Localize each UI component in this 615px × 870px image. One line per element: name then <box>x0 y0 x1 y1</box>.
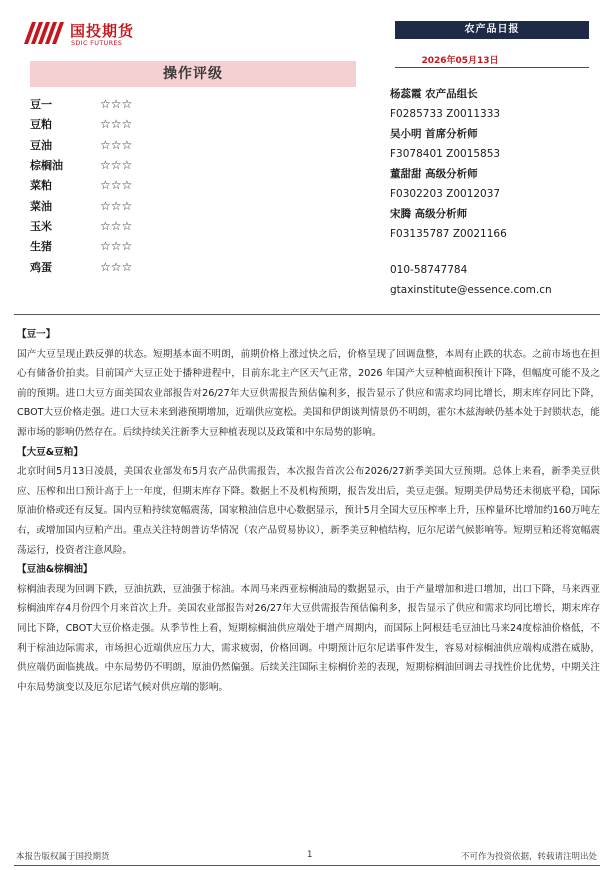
analyst-cert: F3078401 Z0015853 <box>390 148 501 160</box>
rating-stars: ☆☆☆ <box>100 218 133 233</box>
rating-stars: ☆☆☆ <box>100 198 133 213</box>
rating-stars: ☆☆☆ <box>100 178 133 193</box>
contact-phone: 010-58747784 <box>390 264 468 276</box>
rating-name: 鸡蛋 <box>30 260 52 274</box>
section-divider <box>14 314 600 315</box>
analyst-cert: F0285733 Z0011333 <box>390 108 501 120</box>
footer-copyright: 本报告版权属于国投期货 <box>16 852 110 862</box>
page-number: 1 <box>307 850 313 860</box>
rating-stars: ☆☆☆ <box>100 259 133 274</box>
rating-heading: 操作评级 <box>30 61 356 87</box>
analyst-name: 宋腾 高级分析师 <box>390 208 468 220</box>
section-paragraph: 棕榈油表现为回调下跌，豆油抗跌，豆油强于棕油。本周马来西亚棕榈油局的数据显示，由于产量增加和进口增加，出口下降，马来西亚棕榈油库存4月份四个月来首次上升。美国农业部报告对26/27年大豆供需报告预估偏利多，报告显示了供应和需求均同比增长，期末库存同比下降，CBOT大豆价格走强。从季节性上看，短期棕榈油供应端处于增产周期内，而国际上阿根廷毛豆油比马来24度棕油价格低，不利于棕油边际需求，市场担心近端供应压力大，需求疲弱，价格回调。中期预计厄尔尼诺事件发生，容易对棕榈油供应端构成潜在威胁，供应端仍面临挑战。中东局势仍不明朗，原油仍然偏强。后续关注国际主棕榈价差的表现，短期棕榈油回调去寻找性价比优势，中期关注中东局势演变以及厄尔尼诺气候对供应端的影响。 <box>17 583 600 693</box>
section-paragraph: 北京时间5月13日凌晨，美国农业部发布5月农产品供需报告，本次报告首次公布2026/27新季美国大豆预期。总体上来看，新季美豆供应、压榨和出口预计高于上一年度，但期末库存下降。数据上不及机构预期，报告发出后，美豆走强。短期美伊局势还未彻底平稳，国际原油价格或还有反复。国内豆粕持续宽幅震荡，国家粮油信息中心数据显示，预计5月全国大豆压榨率上升，压榨量环比增加约160万吨左右，或增加国内豆粕产出。重点关注特朗普访华情况（农产品贸易协议），新季美豆种植结构，厄尔尼诺气候影响等。短期豆粕还将宽幅震荡运行，投资者注意风险。 <box>17 466 600 556</box>
footer-line <box>14 865 600 866</box>
rating-name: 生猪 <box>30 240 52 254</box>
rating-stars: ☆☆☆ <box>100 137 133 152</box>
analyst-contacts <box>390 84 600 244</box>
company-name-cn: 国投期货 <box>70 22 135 40</box>
rating-stars: ☆☆☆ <box>100 239 133 254</box>
rating-name: 豆油 <box>30 138 52 152</box>
company-logo <box>22 18 152 48</box>
rating-name: 棕榈油 <box>30 159 63 173</box>
report-body <box>17 325 600 697</box>
rating-row <box>30 94 230 114</box>
report-date: 2026年05月13日 <box>421 56 499 66</box>
rating-row <box>30 195 230 215</box>
rating-row <box>30 135 230 155</box>
section-heading: 【豆一】 <box>17 329 56 340</box>
rating-row <box>30 114 230 134</box>
company-name-en: SDIC FUTURES <box>71 39 123 47</box>
rating-list <box>30 94 230 277</box>
logo-stripes-icon <box>22 20 64 44</box>
rating-row <box>30 236 230 256</box>
analyst-cert: F0302203 Z0012037 <box>390 188 501 200</box>
report-title: 农产品日报 <box>395 21 589 39</box>
rating-name: 玉米 <box>30 219 52 233</box>
date-underline <box>395 67 589 68</box>
rating-stars: ☆☆☆ <box>100 158 133 173</box>
rating-name: 菜油 <box>30 199 52 213</box>
analyst-cert: F03135787 Z0021166 <box>390 228 507 240</box>
rating-row <box>30 256 230 276</box>
rating-name: 豆一 <box>30 98 52 112</box>
rating-name: 豆粕 <box>30 118 52 132</box>
contact-email-link[interactable]: gtaxinstitute@essence.com.cn <box>390 284 552 296</box>
footer-disclaimer: 不可作为投资依据，转载请注明出处 <box>460 852 597 862</box>
section-heading: 【大豆&豆粕】 <box>17 446 83 458</box>
rating-stars: ☆☆☆ <box>100 97 133 112</box>
rating-row <box>30 216 230 236</box>
rating-name: 菜粕 <box>30 179 52 193</box>
section-paragraph: 国产大豆呈现止跌反弹的状态。短期基本面不明朗，前期价格上涨过快之后，价格呈现了回调盘整，本周有止跌的状态。之前市场也在担心有储备价拍卖。目前国产大豆正处于播种进程中，目前东北主产区天气正常，2026 年国产大豆种植面积预计下降，但幅度可能不及之前的预期。进口大豆方面美国农业部报告对26/27年大豆供需报告预估偏利多，报告显示了供应和需求均同比增长，期末库存同比下降，CBOT大豆价格走强。进口大豆未来到港预期增加，近端供应宽松。美国和伊朗谈判情景仍不明朗，霍尔木兹海峡仍基本处于封锁状态，能源市场的影响仍然存在。后续持续关注新季大豆种植表现以及政策和中东局势的影响。 <box>17 348 600 438</box>
rating-stars: ☆☆☆ <box>100 117 133 132</box>
analyst-name: 吴小明 首席分析师 <box>390 128 478 140</box>
analyst-name: 杨蕊霞 农产品组长 <box>390 88 478 100</box>
section-heading: 【豆油&棕榈油】 <box>17 564 93 576</box>
rating-row <box>30 155 230 175</box>
analyst-name: 董甜甜 高级分析师 <box>390 168 478 180</box>
rating-row <box>30 175 230 195</box>
